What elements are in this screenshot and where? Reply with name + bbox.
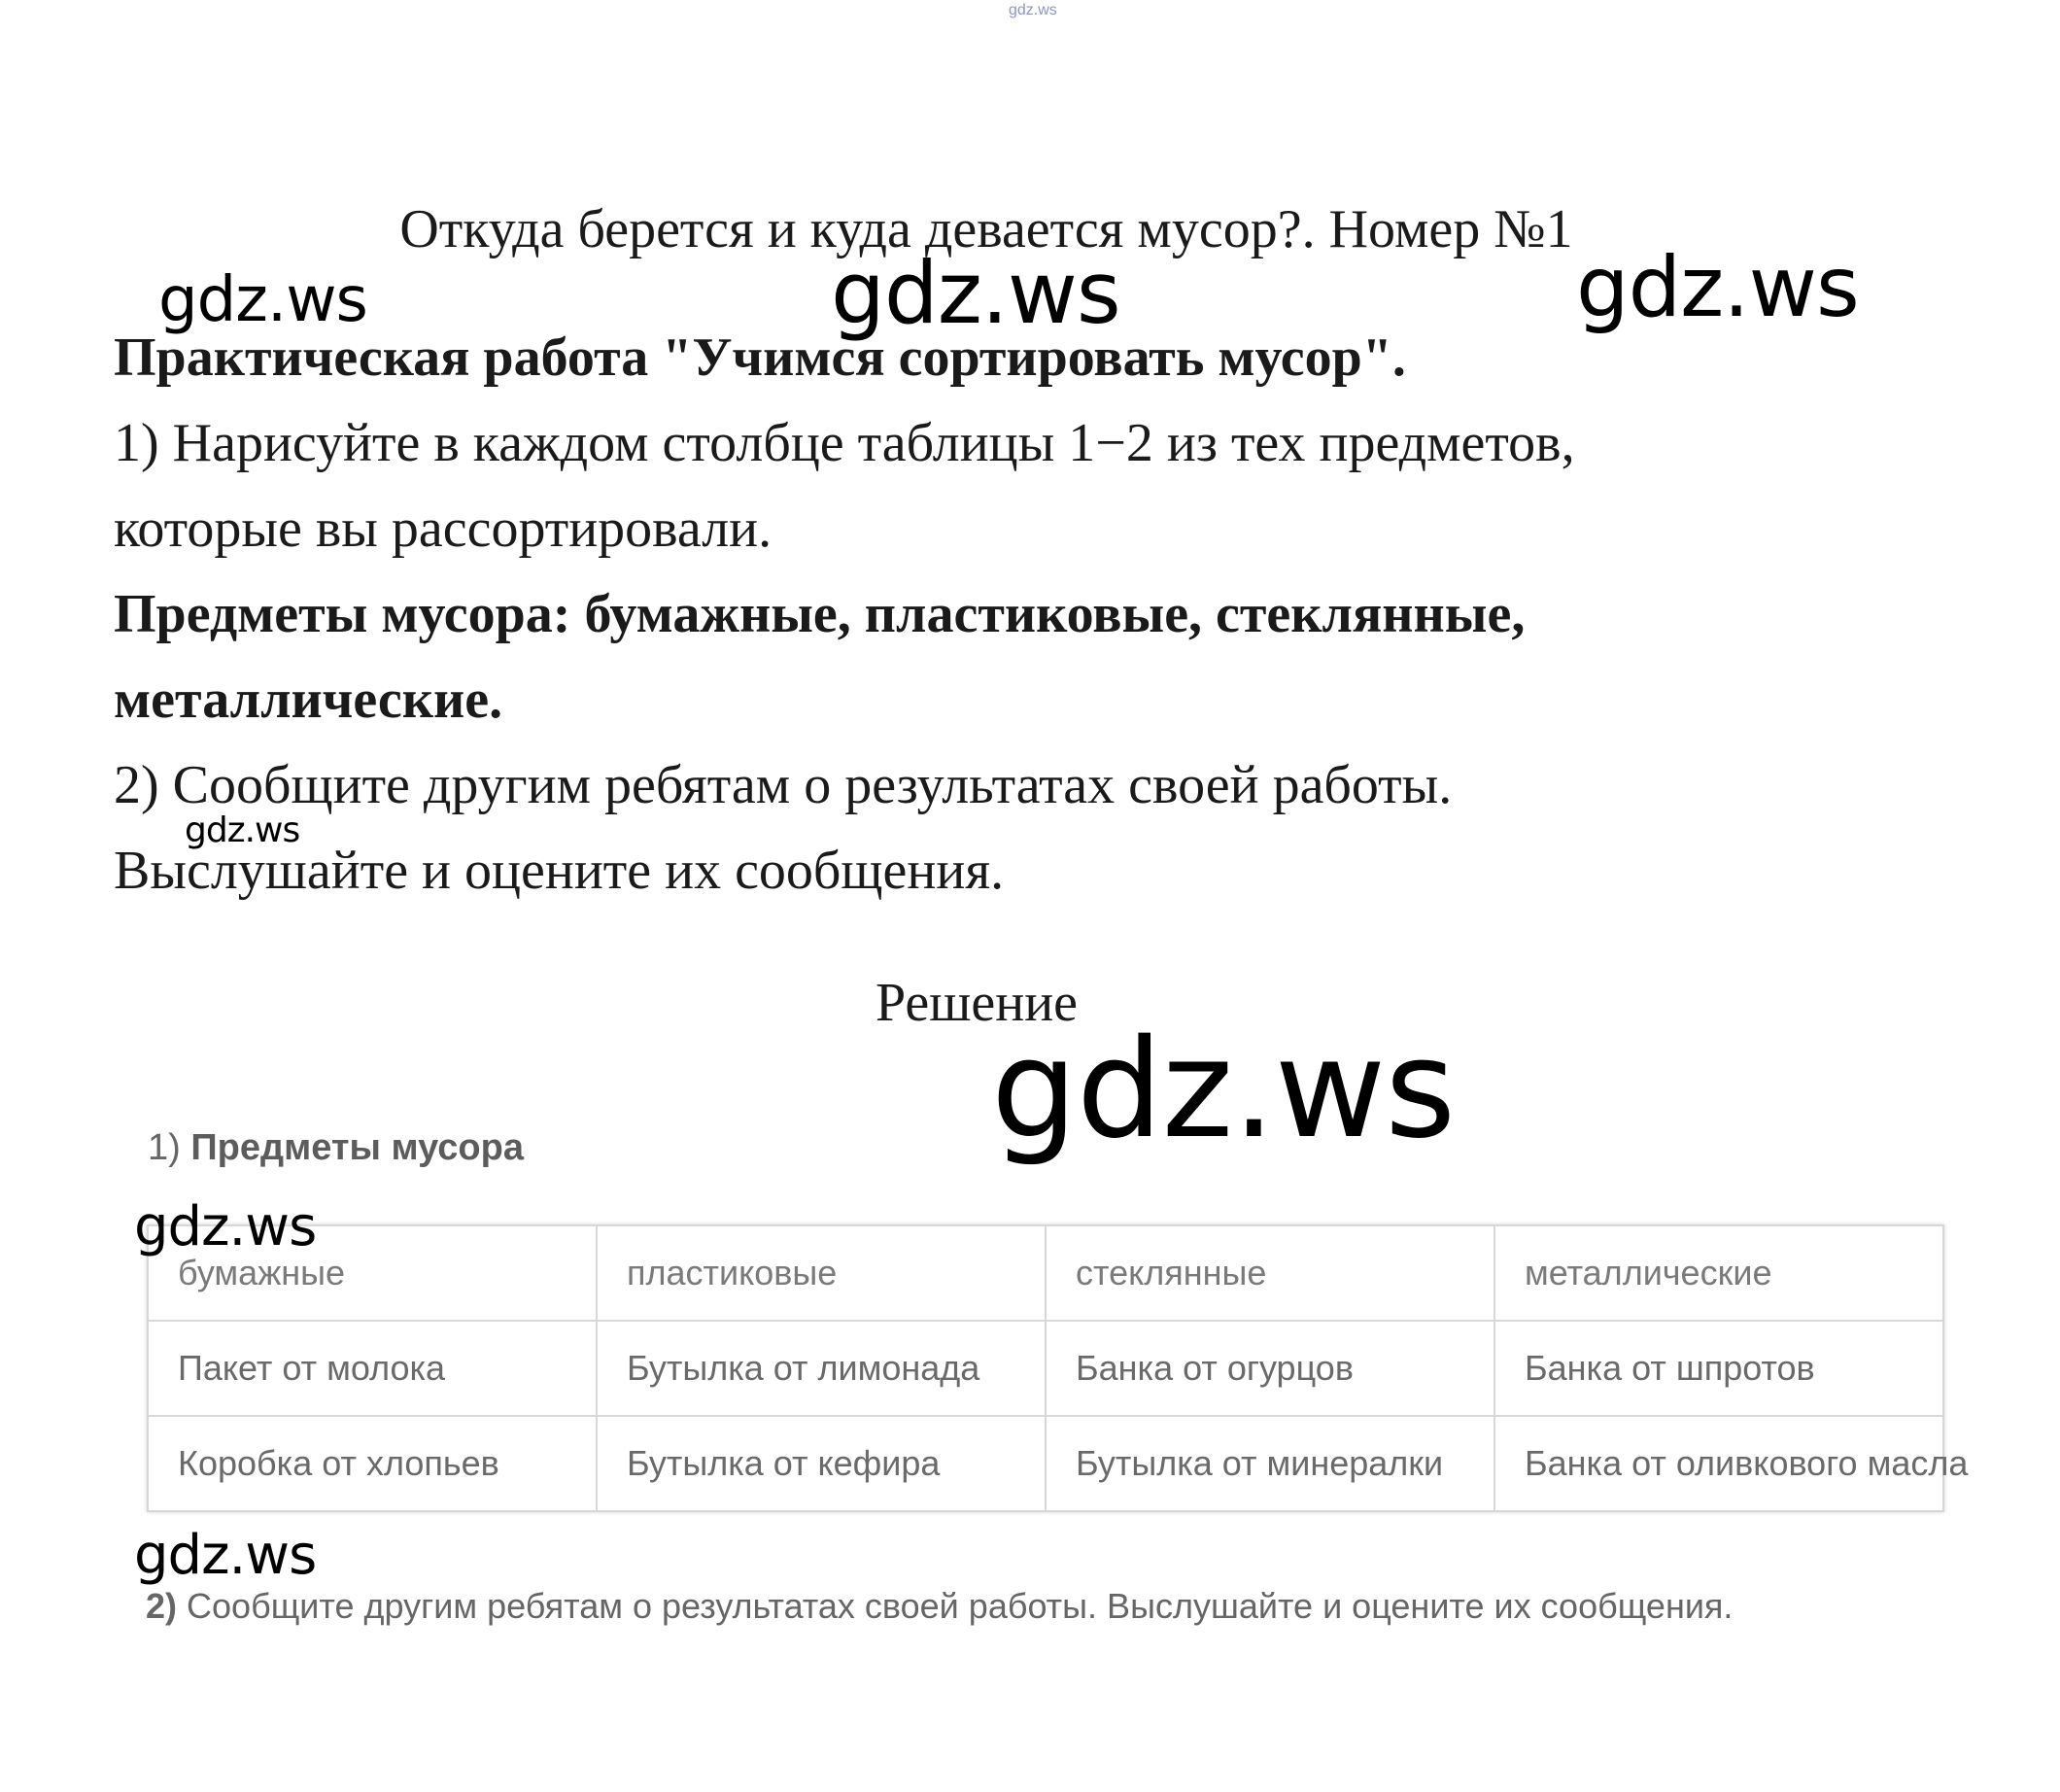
task-items-line1: Предметы мусора: бумажные, пластиковые, стеклянные, <box>114 584 1526 644</box>
table-cell: Банка от оливкового масла <box>1494 1416 1943 1511</box>
table-cell: Бутылка от кефира <box>597 1416 1046 1511</box>
waste-sorting-table <box>147 1224 1969 1512</box>
table-header-row <box>148 1225 1943 1321</box>
task-items-line2: металлические. <box>114 670 503 730</box>
page-title: Откуда берется и куда девается мусор?. Номер №1 <box>399 199 1573 259</box>
solution-title: Решение <box>875 973 1079 1033</box>
solution-footer-text: Сообщите другим ребятам о результатах своей работы. Выслушайте и оцените их сообщения. <box>187 1586 1734 1626</box>
task-heading: Практическая работа "Учимся сортировать мусор". <box>114 327 1406 388</box>
table-cell: Банка от огурцов <box>1046 1321 1494 1416</box>
table-header-cell: пластиковые <box>597 1225 1046 1321</box>
watermark: gdz.ws <box>831 243 1120 343</box>
table-header-cell: бумажные <box>148 1225 597 1321</box>
table-header-cell: стеклянные <box>1046 1225 1494 1321</box>
watermark: gdz.ws <box>158 264 367 336</box>
solution-subheading <box>148 1127 524 1169</box>
task-step2-line2: Выслушайте и оцените их сообщения. <box>114 841 1005 901</box>
table-row <box>148 1416 1943 1511</box>
table-cell: Банка от шпротов <box>1494 1321 1943 1416</box>
solution-subheading-number: 1) <box>148 1127 181 1168</box>
table-cell: Бутылка от минералки <box>1046 1416 1494 1511</box>
table-cell: Пакет от молока <box>148 1321 597 1416</box>
watermark: gdz.ws <box>185 810 300 850</box>
top-watermark: gdz.ws <box>1009 2 1057 18</box>
solution-footer <box>146 1586 1733 1627</box>
watermark: gdz.ws <box>134 1524 317 1587</box>
solution-subheading-text: Предметы мусора <box>190 1127 524 1168</box>
task-step1-line2: которые вы рассортировали. <box>114 499 772 559</box>
table-row <box>148 1321 1943 1416</box>
watermark: gdz.ws <box>134 1195 317 1258</box>
table-cell: Бутылка от лимонада <box>597 1321 1046 1416</box>
watermark: gdz.ws <box>991 1011 1456 1169</box>
table-cell: Коробка от хлопьев <box>148 1416 597 1511</box>
task-step1-line1: 1) Нарисуйте в каждом столбце таблицы 1−2 из тех предметов, <box>114 413 1575 473</box>
task-step2-line1: 2) Сообщите другим ребятам о результатах своей работы. <box>114 755 1453 815</box>
table-header-cell: металлические <box>1494 1225 1943 1321</box>
solution-footer-number: 2) <box>146 1586 178 1626</box>
watermark: gdz.ws <box>1576 239 1859 336</box>
